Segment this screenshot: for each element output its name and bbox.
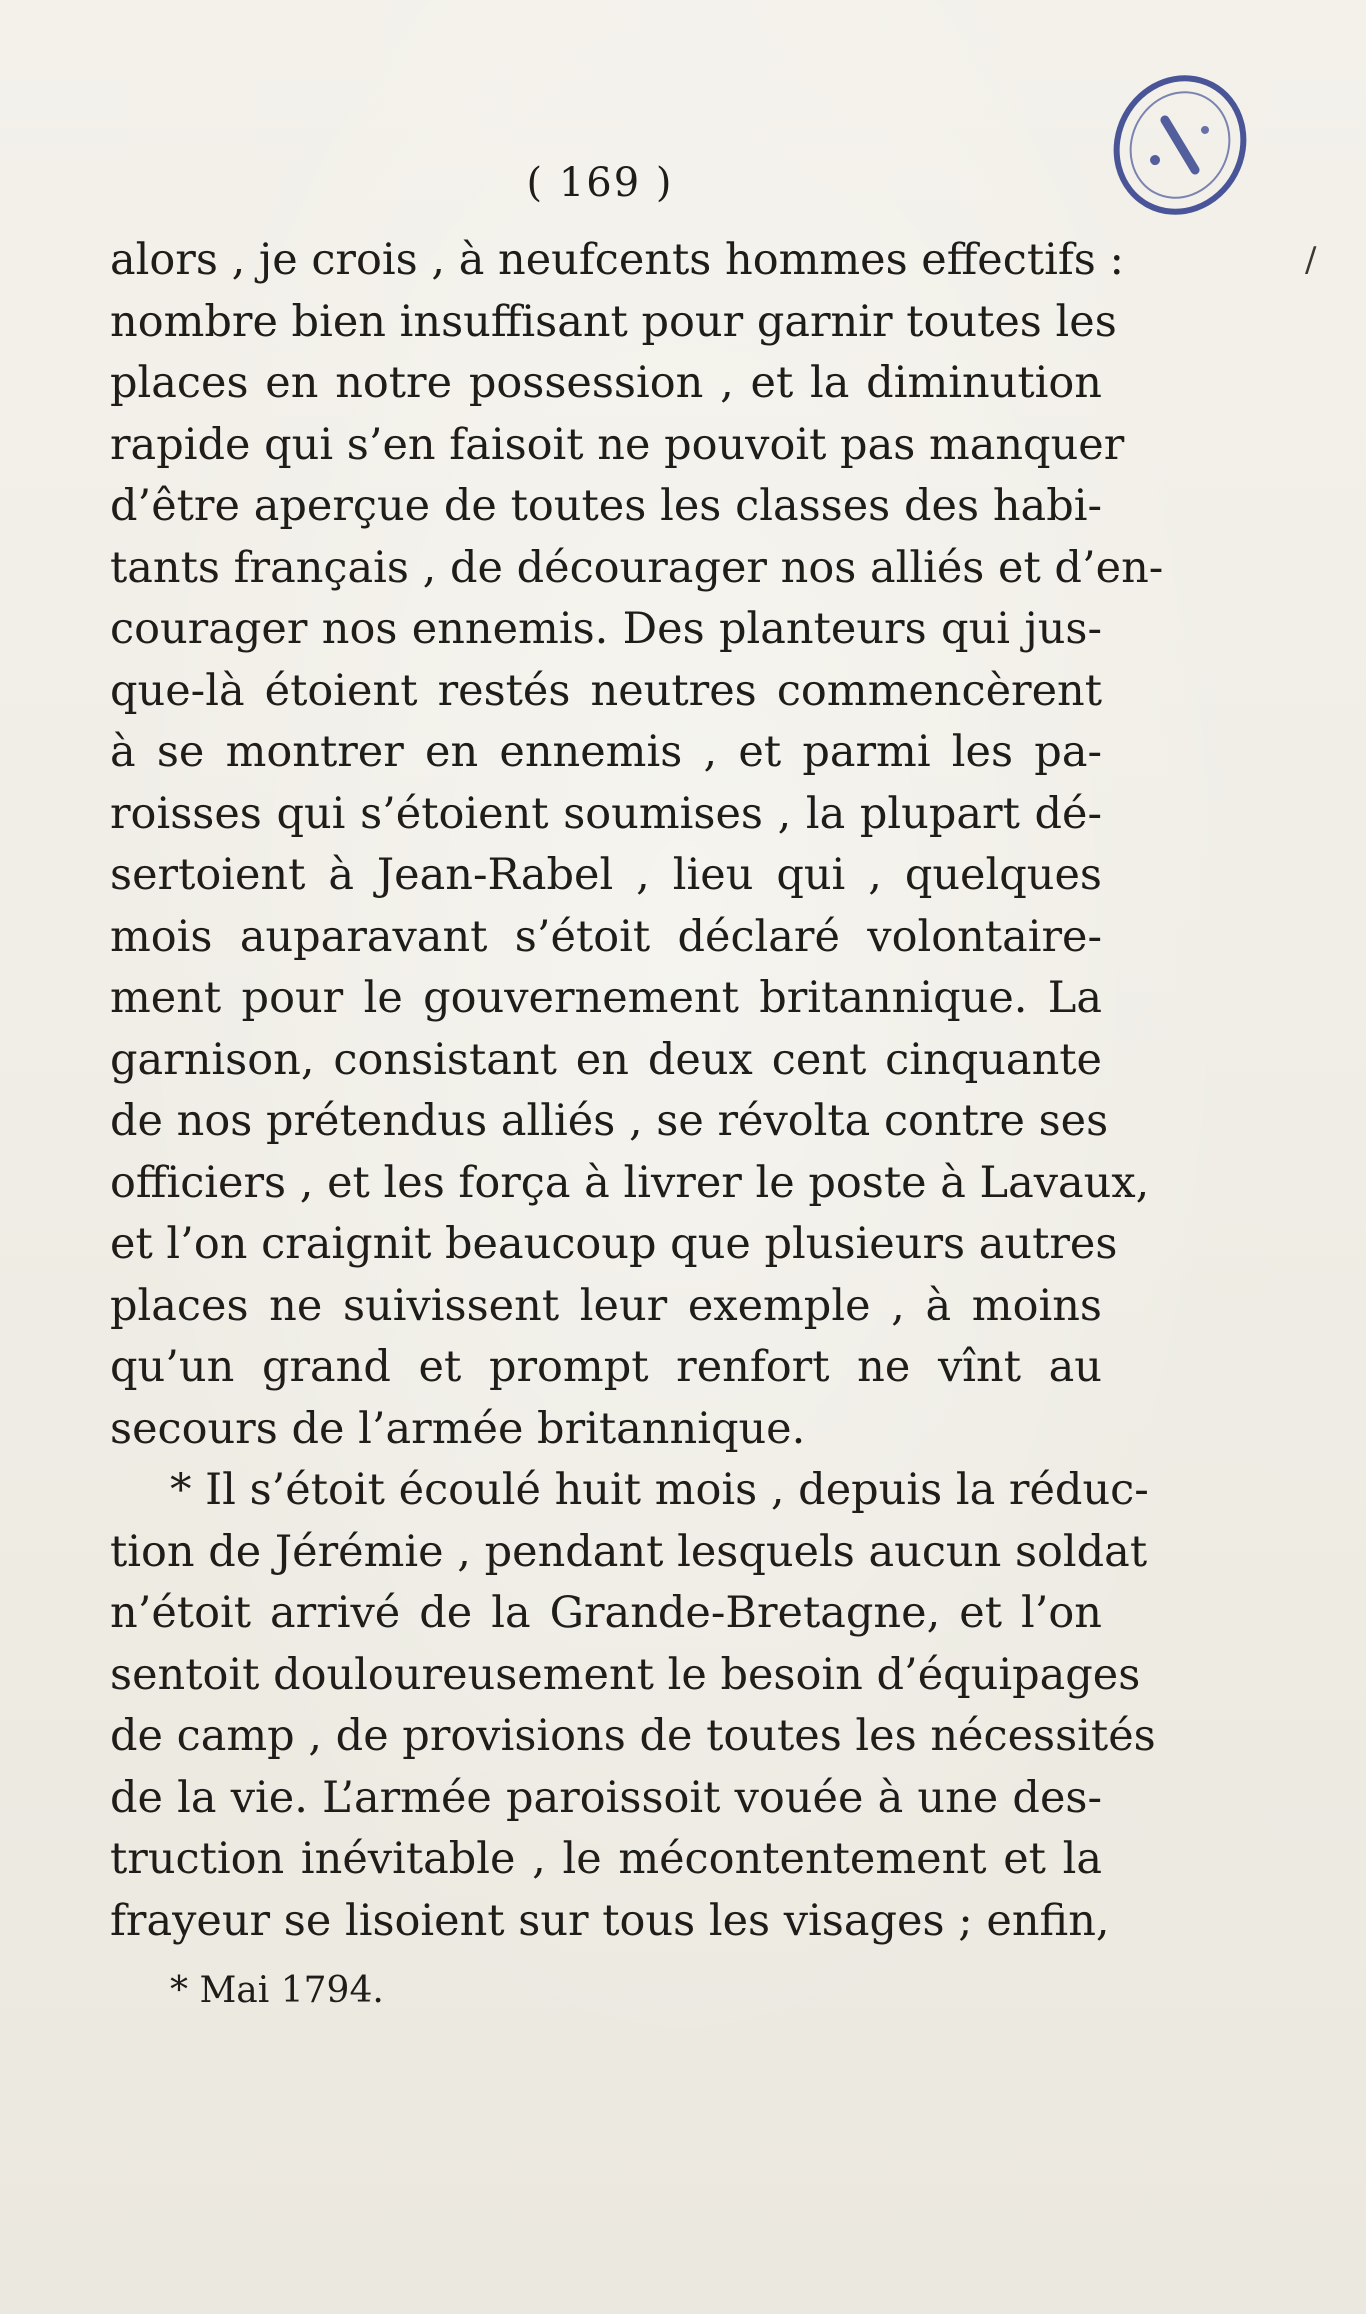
body-text: [110, 230, 1164, 1952]
text-line: officiers , et les força à livrer le poste à Lavaux,: [110, 1157, 1150, 1208]
text-line: garnison, consistant en deux cent cinquante: [110, 1034, 1102, 1085]
library-stamp-icon: [1095, 60, 1265, 230]
text-line: et l’on craignit beaucoup que plusieurs autres: [110, 1219, 1118, 1269]
text-line: sentoit douloureusement le besoin d’équipages: [110, 1649, 1141, 1700]
text-line: tants français , de décourager nos alliés et d’en-: [110, 542, 1164, 593]
margin-slash-mark: /: [1305, 240, 1317, 280]
text-line: de la vie. L’armée paroissoit vouée à une des-: [110, 1772, 1102, 1823]
text-line: * Il s’étoit écoulé huit mois , depuis la réduc-: [170, 1465, 1149, 1515]
text-line: n’étoit arrivé de la Grande-Bretagne, et l’on: [110, 1588, 1102, 1638]
text-line: que-là étoient restés neutres commencèrent: [110, 665, 1102, 716]
text-line: courager nos ennemis. Des planteurs qui jus-: [110, 604, 1102, 654]
text-line: truction inévitable , le mécontentement et la: [110, 1834, 1102, 1884]
text-line: à se montrer en ennemis , et parmi les pa-: [110, 727, 1102, 777]
text-line: nombre bien insuffisant pour garnir toutes les: [110, 296, 1117, 347]
text-line: tion de Jérémie , pendant lesquels aucun soldat: [110, 1526, 1148, 1577]
text-line: alors , je crois , à neufcents hommes effectifs :: [110, 235, 1125, 285]
text-line: sertoient à Jean-Rabel , lieu qui , quelques: [110, 850, 1102, 900]
text-line: mois auparavant s’étoit déclaré volontaire-: [110, 911, 1102, 962]
text-line: de camp , de provisions de toutes les nécessités: [110, 1711, 1156, 1761]
text-line: frayeur se lisoient sur tous les visages ; enfin,: [110, 1895, 1110, 1946]
text-line: de nos prétendus alliés , se révolta contre ses: [110, 1096, 1109, 1146]
text-line: qu’un grand et prompt renfort ne vînt au: [110, 1342, 1102, 1392]
text-line: secours de l’armée britannique.: [110, 1403, 806, 1454]
text-line: roisses qui s’étoient soumises , la plupart dé-: [110, 788, 1102, 839]
text-line: rapide qui s’en faisoit ne pouvoit pas manquer: [110, 419, 1125, 470]
page-number: ( 169 ): [526, 160, 674, 206]
text-line: ment pour le gouvernement britannique. La: [110, 973, 1102, 1023]
text-line: d’être aperçue de toutes les classes des habi-: [110, 481, 1102, 531]
text-line: places ne suivissent leur exemple , à moins: [110, 1280, 1102, 1331]
text-line: places en notre possession , et la diminution: [110, 358, 1102, 408]
footnote: * Mai 1794.: [170, 1970, 384, 2011]
